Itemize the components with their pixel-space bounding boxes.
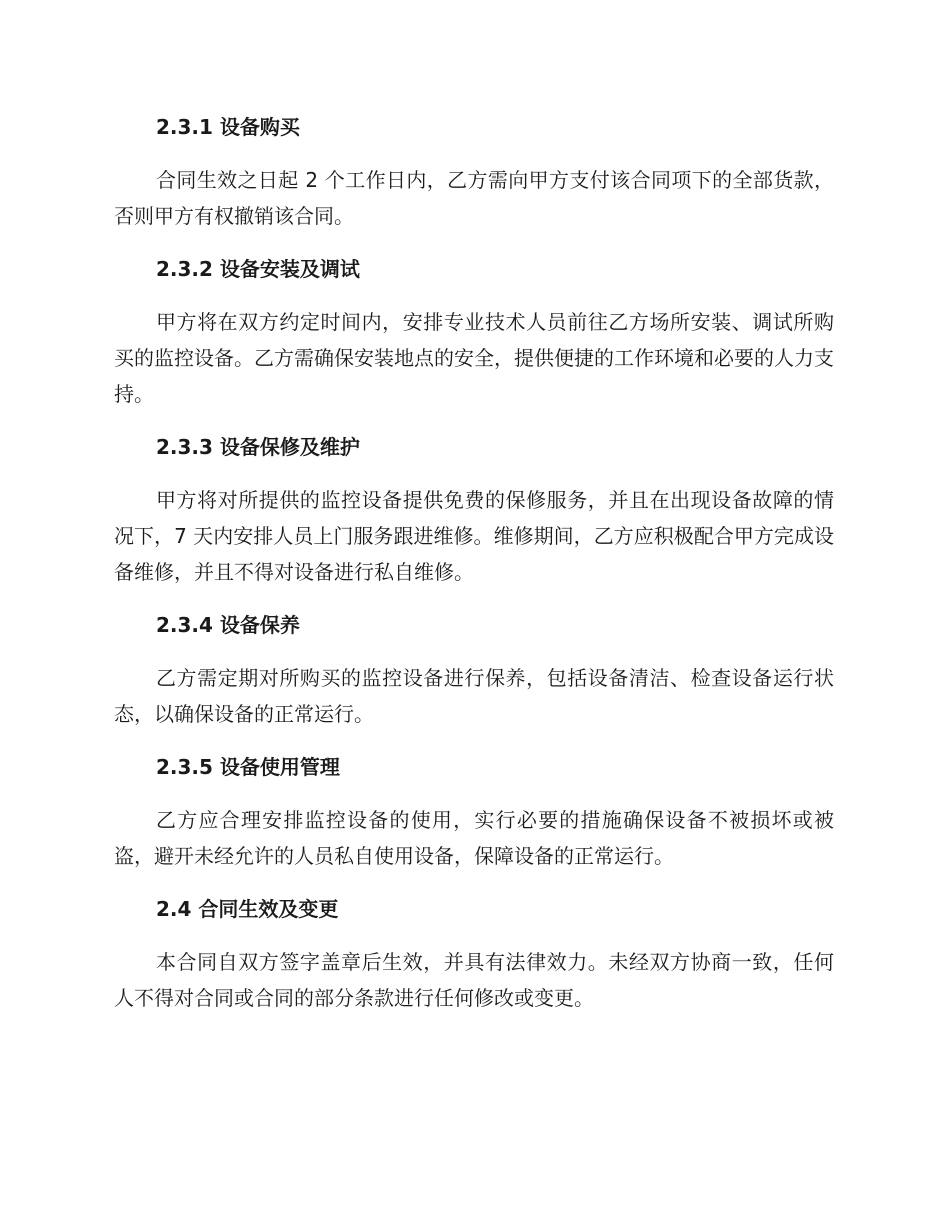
section-heading: 2.3.5 设备使用管理 xyxy=(156,755,340,779)
section-heading: 2.3.2 设备安装及调试 xyxy=(156,257,360,281)
section-heading: 2.4 合同生效及变更 xyxy=(156,897,339,921)
section-2-3-4 xyxy=(114,608,834,732)
section-paragraph: 本合同自双方签字盖章后生效，并具有法律效力。未经双方协商一致，任何人不得对合同或合同的部分条款进行任何修改或变更。 xyxy=(114,950,834,1010)
section-heading: 2.3.3 设备保修及维护 xyxy=(156,435,360,459)
section-2-3-2 xyxy=(114,252,834,412)
section-paragraph: 乙方应合理安排监控设备的使用，实行必要的措施确保设备不被损坏或被盗，避开未经允许的人员私自使用设备，保障设备的正常运行。 xyxy=(114,808,834,868)
section-paragraph: 乙方需定期对所购买的监控设备进行保养，包括设备清洁、检查设备运行状态，以确保设备的正常运行。 xyxy=(114,666,834,726)
section-2-3-1 xyxy=(114,110,834,234)
section-heading: 2.3.4 设备保养 xyxy=(156,613,300,637)
section-2-3-3 xyxy=(114,430,834,590)
document-page xyxy=(114,110,834,1034)
section-paragraph: 合同生效之日起 2 个工作日内，乙方需向甲方支付该合同项下的全部货款，否则甲方有权撤销该合同。 xyxy=(114,168,834,228)
section-heading: 2.3.1 设备购买 xyxy=(156,115,300,139)
section-paragraph: 甲方将对所提供的监控设备提供免费的保修服务，并且在出现设备故障的情况下，7 天内安排人员上门服务跟进维修。维修期间，乙方应积极配合甲方完成设备维修，并且不得对设备进行私自维修。 xyxy=(114,488,834,584)
section-paragraph: 甲方将在双方约定时间内，安排专业技术人员前往乙方场所安装、调试所购买的监控设备。乙方需确保安装地点的安全，提供便捷的工作环境和必要的人力支持。 xyxy=(114,310,834,406)
section-2-4 xyxy=(114,892,834,1016)
section-2-3-5 xyxy=(114,750,834,874)
